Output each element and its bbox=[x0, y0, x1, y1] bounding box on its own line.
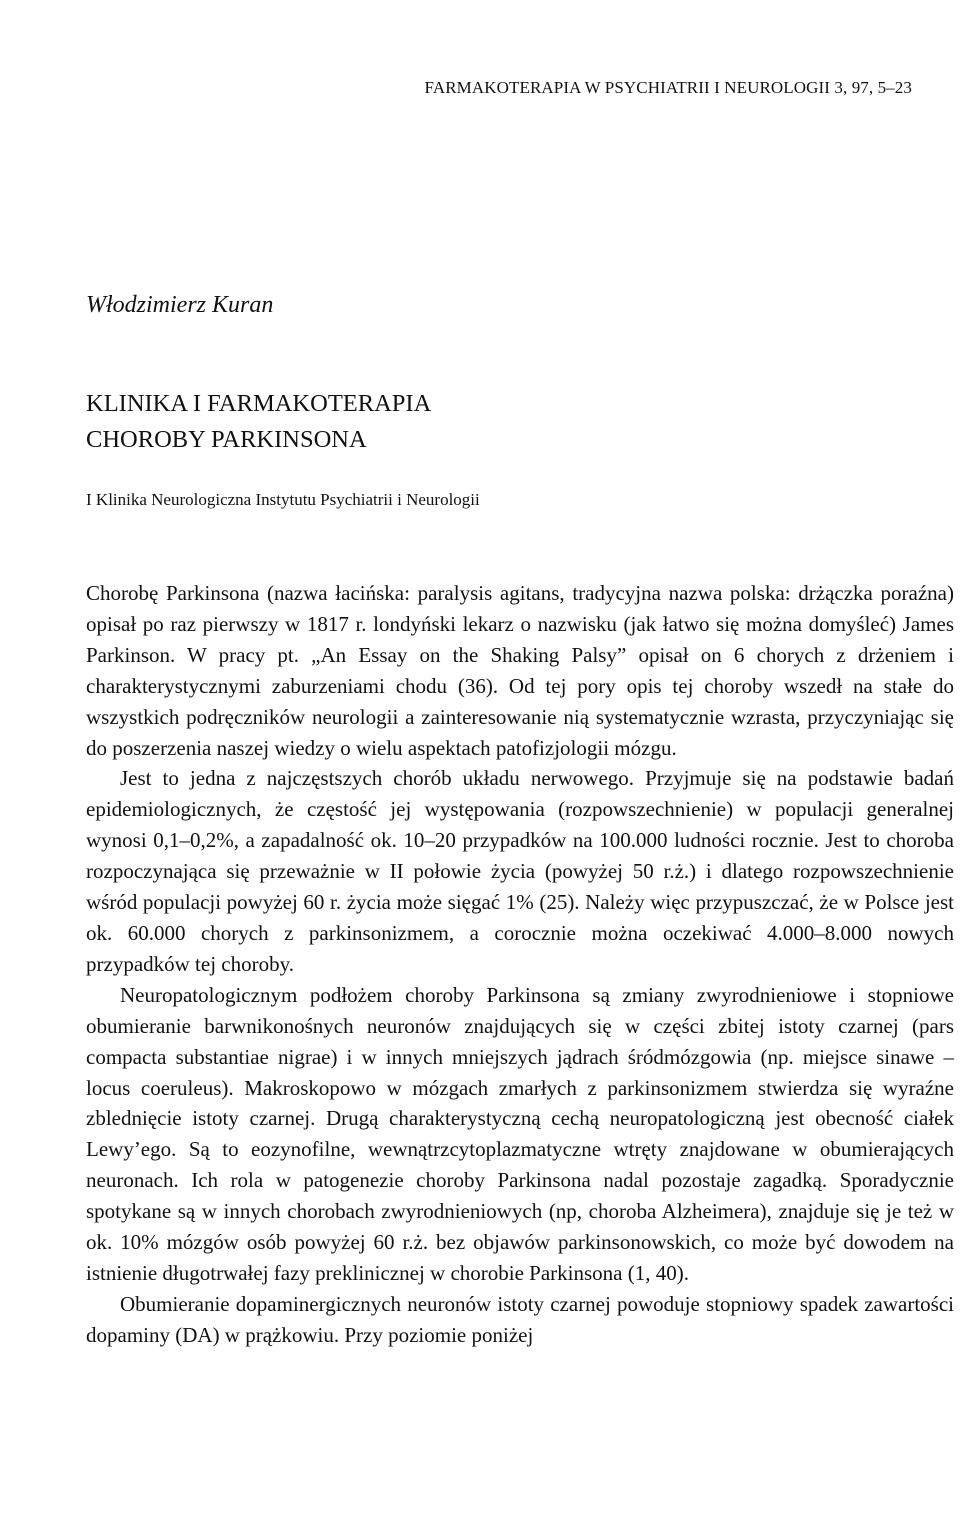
paragraph-2: Jest to jedna z najczęstszych chorób układu nerwowego. Przyjmuje się na podstawie badań epidemiologicznych, że częstość jej występowania (rozpowszechnienie) w populacji generalnej wynosi 0,1–0,2%, a zapadalność ok. 10–20 przypadków na 100.000 ludności rocznie. Jest to choroba rozpoczynająca się przeważnie w II połowie życia (powyżej 50 r.ż.) i dlatego rozpowszechnienie wśród populacji powyżej 60 r. życia może sięgać 1% (25). Należy więc przypuszczać, że w Polsce jest ok. 60.000 chorych z parkinsonizmem, a corocznie można oczekiwać 4.000–8.000 nowych przypadków tej choroby. bbox=[86, 766, 954, 976]
article-title bbox=[86, 386, 431, 458]
affiliation: I Klinika Neurologiczna Instytutu Psychiatrii i Neurologii bbox=[86, 490, 480, 509]
paragraph-4: Obumieranie dopaminergicznych neuronów istoty czarnej powoduje stopniowy spadek zawartości dopaminy (DA) w prążkowiu. Przy poziomie poniżej bbox=[86, 1291, 954, 1347]
article-title-line-1: KLINIKA I FARMAKOTERAPIA bbox=[86, 390, 432, 417]
article-title-line-2: CHOROBY PARKINSONA bbox=[86, 426, 367, 453]
author-name: Włodzimierz Kuran bbox=[86, 292, 274, 318]
paragraph-1: Chorobę Parkinsona (nazwa łacińska: paralysis agitans, tradycyjna nazwa polska: drżączka poraźna) opisał po raz pierwszy w 1817 r. londyński lekarz o nazwisku (jak łatwo się można domyśleć) James Parkinson. W pracy pt. „An Essay on the Shaking Palsy” opisał on 6 chorych z drżeniem i charakterystycznymi zaburzeniami chodu (36). Od tej pory opis tej choroby wszedł na stałe do wszystkich podręczników neurologii a zainteresowanie nią systematycznie wzrasta, przyczyniając się do poszerzenia naszej wiedzy o wielu aspektach patofizjologii mózgu. bbox=[86, 581, 954, 760]
paragraph-3: Neuropatologicznym podłożem choroby Parkinsona są zmiany zwyrodnieniowe i stopniowe obumieranie barwnikonośnych neuronów znajdujących się w części zbitej istoty czarnej (pars compacta substantiae nigrae) i w innych mniejszych jądrach śródmózgowia (np. miejsce sinawe – locus coeruleus). Makroskopowo w mózgach zmarłych z parkinsonizmem stwierdza się wyraźne zblednięcie istoty czarnej. Drugą charakterystyczną cechą neuropatologiczną jest obecność ciałek Lewy’ego. Są to eozynofilne, wewnątrzcytoplazmatyczne wtręty znajdowane w obumierających neuronach. Ich rola w patogenezie choroby Parkinsona nadal pozostaje zagadką. Sporadycznie spotykane są w innych chorobach zwyrodnieniowych (np, choroba Alzheimera), znajduje się je też w ok. 10% mózgów osób powyżej 60 r.ż. bez objawów parkinsonowskich, co może być dowodem na istnienie długotrwałej fazy preklinicznej w chorobie Parkinsona (1, 40). bbox=[86, 982, 954, 1285]
article-body bbox=[86, 578, 954, 1351]
running-header: FARMAKOTERAPIA W PSYCHIATRII I NEUROLOGII 3, 97, 5–23 bbox=[424, 78, 912, 97]
